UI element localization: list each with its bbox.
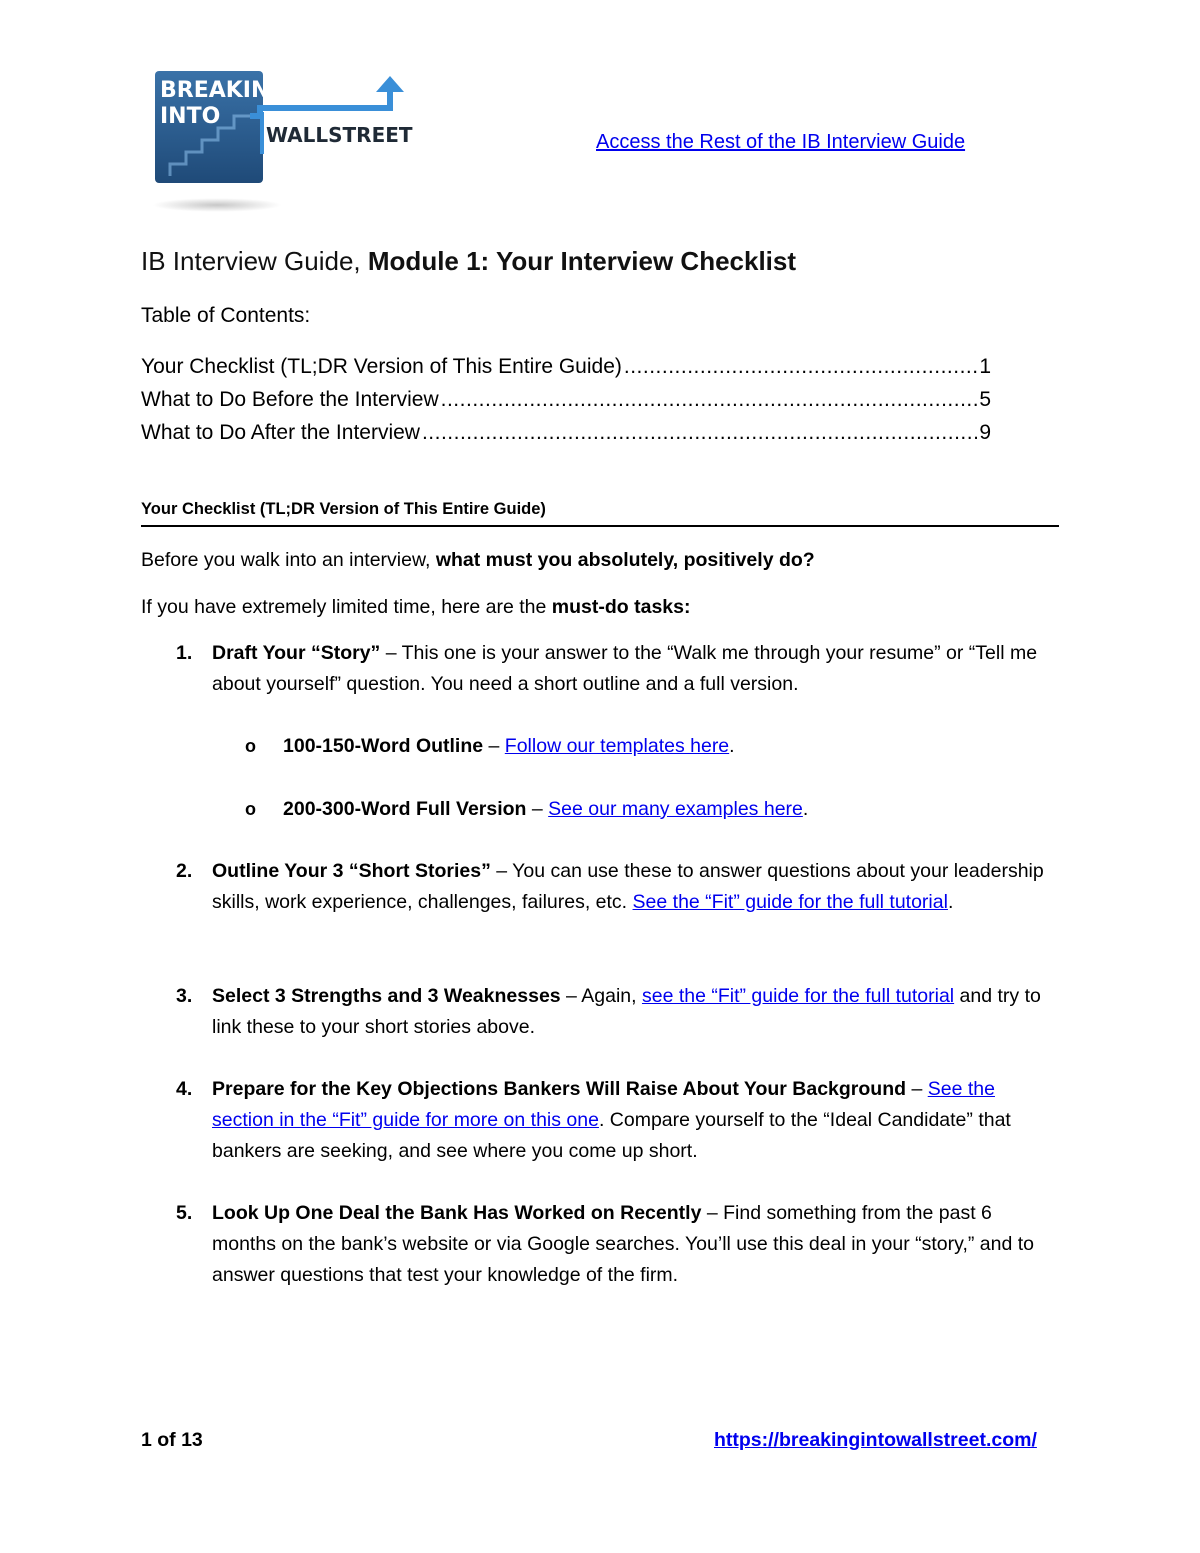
toc-entry[interactable] xyxy=(141,421,991,454)
examples-link[interactable]: See our many examples here xyxy=(548,798,803,820)
sub-item xyxy=(141,794,1061,825)
toc-entry-label: What to Do After the Interview xyxy=(141,421,420,444)
section-heading: Your Checklist (TL;DR Version of This Entire Guide) xyxy=(141,500,1059,527)
fit-guide-section-link[interactable]: See the section in the “Fit” guide for more on this one xyxy=(212,1078,995,1131)
toc-entry[interactable] xyxy=(141,355,991,388)
checklist-item xyxy=(141,1198,1061,1291)
sub-item-title: 100-150-Word Outline xyxy=(283,735,484,757)
table-of-contents xyxy=(141,355,991,454)
item-title: Outline Your 3 “Short Stories” xyxy=(212,860,491,882)
title-main: Module 1: Your Interview Checklist xyxy=(367,246,797,276)
sub-item-title: 200-300-Word Full Version xyxy=(283,798,527,820)
toc-leader-dots xyxy=(422,421,977,445)
item-title: Look Up One Deal the Bank Has Worked on Recently xyxy=(212,1202,702,1224)
bullet-icon: o xyxy=(245,799,256,819)
item-text: – Find something from the past 6 months on the bank’s website or via Google searches. You’ll use this deal in your “story,” and to answer questions that test your knowledge of the firm. xyxy=(212,1202,1034,1286)
fit-guide-link[interactable]: see the “Fit” guide for the full tutorial xyxy=(641,985,955,1007)
sub-item-dash: – xyxy=(483,735,505,757)
bullet-icon: o xyxy=(245,736,256,756)
brand-logo xyxy=(150,68,415,216)
item-text: – Again, xyxy=(560,985,642,1007)
logo-text-line3: WALLSTREET xyxy=(266,123,413,147)
item-text: – This one is your answer to the “Walk me through your resume” or “Tell me about yourself” question. You need a short outline and a full version. xyxy=(212,642,1038,695)
toc-entry-page: 5 xyxy=(979,388,991,411)
logo-text-line2: INTO xyxy=(160,104,221,129)
item-title: Prepare for the Key Objections Bankers Will Raise About Your Background xyxy=(212,1078,907,1100)
item-text: – You can use these to answer questions about your leadership skills, work experience, challenges, failures, etc. xyxy=(212,860,1044,913)
toc-entry-label: Your Checklist (TL;DR Version of This Entire Guide) xyxy=(141,355,622,378)
website-link[interactable]: https://breakingintowallstreet.com/ xyxy=(714,1429,1037,1451)
intro-emphasis: what must you absolutely, positively do? xyxy=(435,549,815,571)
checklist-item xyxy=(141,981,1061,1043)
checklist-item xyxy=(141,1074,1061,1167)
item-number: 1. xyxy=(176,642,193,664)
intro-text: If you have extremely limited time, here are the xyxy=(141,596,552,618)
item-number: 2. xyxy=(176,860,193,882)
item-text-after: and try to link these to your short stories above. xyxy=(212,985,1041,1038)
item-text: – xyxy=(906,1078,928,1100)
sub-item-after: . xyxy=(729,735,735,757)
toc-entry-page: 9 xyxy=(979,421,991,444)
templates-link[interactable]: Follow our templates here xyxy=(504,735,730,757)
toc-leader-dots xyxy=(624,355,977,379)
intro-text: Before you walk into an interview, xyxy=(141,549,436,571)
sub-item-after: . xyxy=(802,798,809,820)
item-number: 5. xyxy=(176,1202,193,1224)
access-guide-link[interactable]: Access the Rest of the IB Interview Guide xyxy=(596,131,966,153)
toc-entry[interactable] xyxy=(141,388,991,421)
intro-emphasis: must-do tasks: xyxy=(551,596,691,618)
item-number: 3. xyxy=(176,985,193,1007)
item-title: Select 3 Strengths and 3 Weaknesses xyxy=(212,985,561,1007)
item-text-after: . Compare yourself to the “Ideal Candidate” that bankers are seeking, and see where you come up short. xyxy=(212,1109,1011,1162)
item-title: Draft Your “Story” xyxy=(212,642,381,664)
sub-item-dash: – xyxy=(526,798,549,820)
intro-paragraph xyxy=(141,592,1061,623)
intro-paragraph xyxy=(141,545,1061,576)
checklist-item xyxy=(141,856,1061,918)
toc-entry-page: 1 xyxy=(979,355,991,378)
fit-guide-link[interactable]: See the “Fit” guide for the full tutorial xyxy=(632,891,948,913)
toc-entry-label: What to Do Before the Interview xyxy=(141,388,439,411)
sub-item xyxy=(141,731,1061,762)
title-prefix: IB Interview Guide, xyxy=(141,246,368,276)
page-title xyxy=(141,246,796,277)
item-number: 4. xyxy=(176,1078,193,1100)
checklist-item xyxy=(141,638,1061,700)
logo-shadow xyxy=(152,198,282,212)
stairs-arrow-logo-icon xyxy=(150,68,415,216)
logo-text-line1: BREAKING xyxy=(160,78,288,103)
toc-leader-dots xyxy=(441,388,978,412)
toc-heading: Table of Contents: xyxy=(141,304,311,327)
item-text-after: . xyxy=(947,891,954,913)
page-number: 1 of 13 xyxy=(141,1429,203,1451)
